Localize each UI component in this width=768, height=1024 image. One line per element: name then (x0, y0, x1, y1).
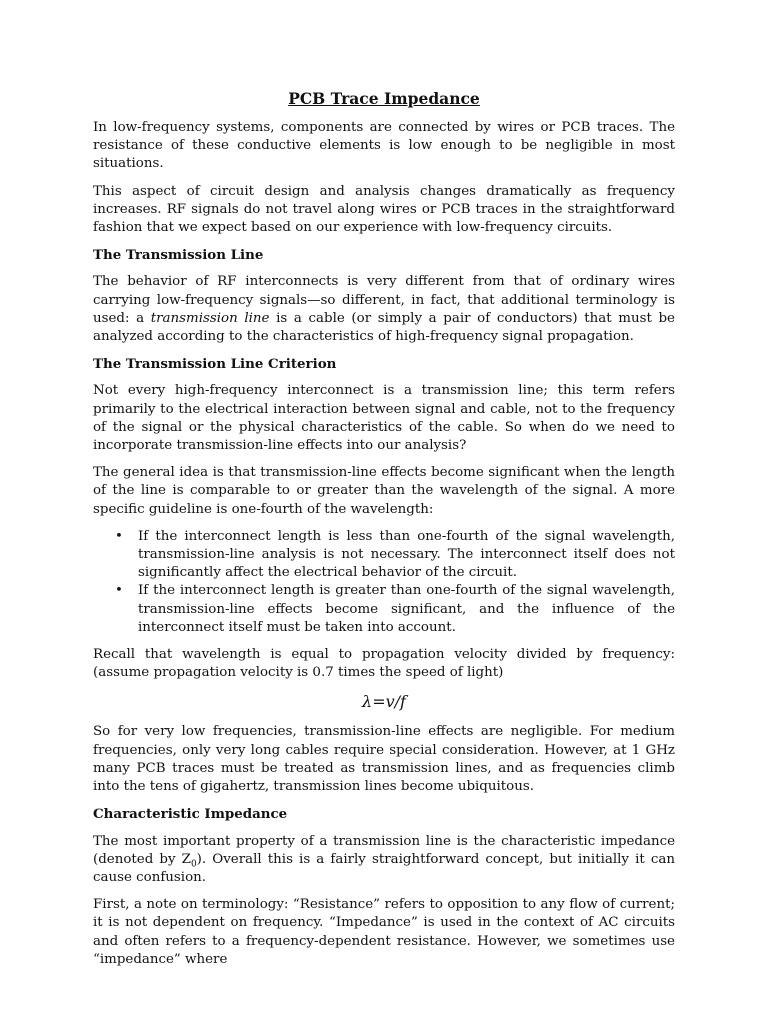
criterion-paragraph-4: So for very low frequencies, transmission-line effects are negligible. For medium frequencies, only very long cables require special consideration. However, at 1 GHz many PCB traces must be treated as transmission lines, and as frequencies climb into the tens of gigahertz, transmission lines become ubiquitous. (93, 724, 675, 795)
subscript: 0 (190, 859, 197, 870)
intro-paragraph-2: This aspect of circuit design and analysis changes dramatically as frequency increases. RF signals do not travel along wires or PCB traces in the straightforward fashion that we expect based on our experience with low-frequency circuits. (93, 183, 675, 236)
emphasis-term: transmission line (150, 310, 270, 326)
text-run: The most important property of a transmission line is the characteristic impedance (denoted by Z (93, 833, 675, 867)
list-item (93, 582, 675, 637)
list-item-text: If the interconnect length is greater than one-fourth of the signal wavelength, transmission-line effects become significant, and the influence of the interconnect itself must be taken into account. (138, 583, 675, 635)
list-item (93, 528, 675, 583)
section-heading-criterion: The Transmission Line Criterion (93, 356, 337, 373)
impedance-paragraph-1 (93, 833, 675, 888)
criterion-paragraph-1: Not every high-frequency interconnect is a transmission line; this term refers primarily to the electrical interaction between signal and cable, not to the frequency of the signal or the physical characteristics of the cable. So when do we need to incorporate transmission-line effects into our analysis? (93, 383, 675, 454)
text-run: is a cable (or simply a pair of conductors) that must be analyzed according to the characteristics of high-frequency signal propagation. (93, 310, 675, 345)
document-title: PCB Trace Impedance (288, 89, 480, 108)
criterion-bullet-list (93, 528, 675, 637)
bullet-icon: • (115, 528, 123, 544)
bullet-icon: • (115, 583, 123, 599)
criterion-paragraph-2: The general idea is that transmission-line effects become significant when the length of the line is comparable to or greater than the wavelength of the signal. A more specific guideline is one-fourth of the wavelength: (93, 465, 675, 517)
text-run: The behavior of RF interconnects is very different from that of ordinary wires carrying low-frequency signals—so different, in fact, that additional terminology is used: a (93, 274, 675, 326)
criterion-paragraph-3: Recall that wavelength is equal to propagation velocity divided by frequency: (assume propagation velocity is 0.7 times the speed of light) (93, 647, 675, 681)
impedance-paragraph-2: First, a note on terminology: “Resistance” refers to opposition to any flow of current; it is not dependent on frequency. “Impedance” is used in the context of AC circuits and often refers to a frequency-dependent resistance. However, we sometimes use “impedance” where (93, 897, 675, 967)
list-item-text: If the interconnect length is less than one-fourth of the signal wavelength, transmission-line analysis is not necessary. The interconnect itself does not significantly affect the electrical behavior of the circuit. (138, 528, 675, 581)
section-heading-transmission-line: The Transmission Line (93, 247, 264, 264)
transmission-line-paragraph (93, 273, 675, 346)
section-heading-characteristic-impedance: Characteristic Impedance (93, 806, 288, 823)
intro-paragraph-1: In low-frequency systems, components are connected by wires or PCB traces. The resistance of these conductive elements is low enough to be negligible in most situations. (93, 120, 675, 172)
document-page (93, 88, 675, 978)
wavelength-formula: λ=v/f (362, 692, 406, 712)
text-run: ). Overall this is a fairly straightforward concept, but initially it can cause confusion. (93, 851, 675, 885)
